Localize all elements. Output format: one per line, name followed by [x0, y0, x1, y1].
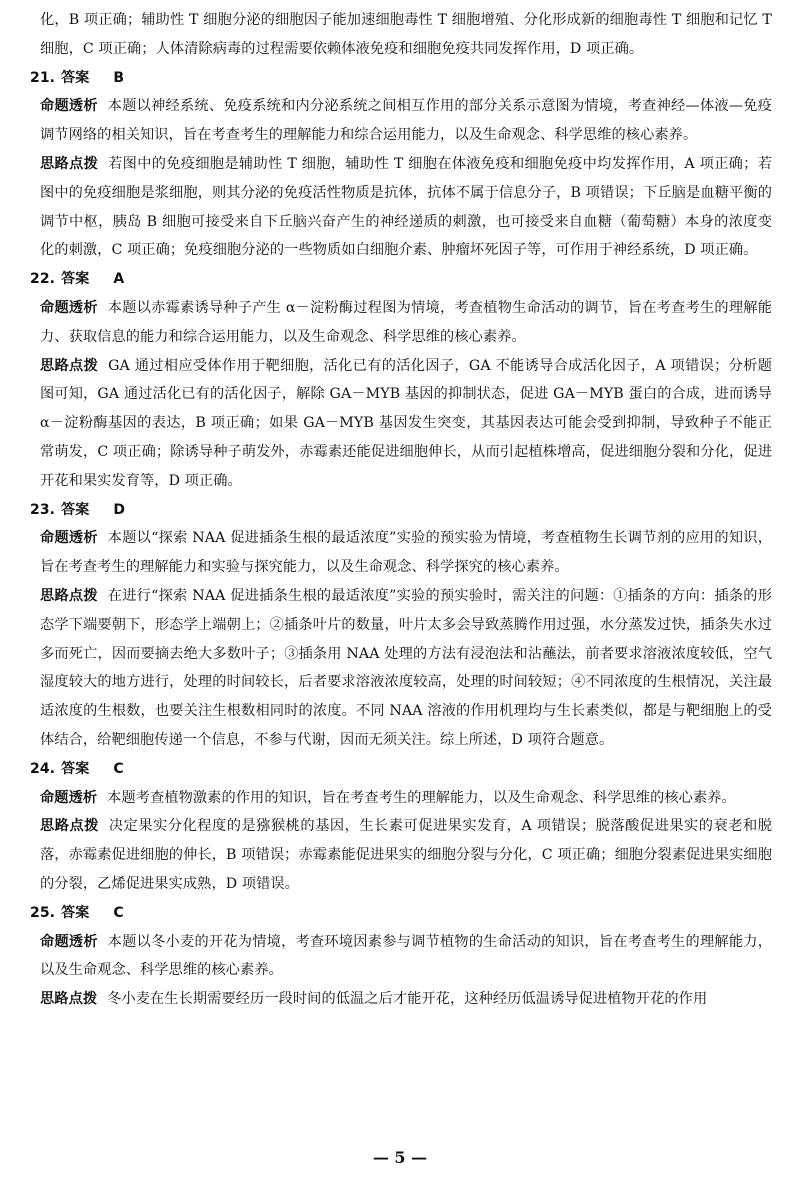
analysis-label: 命题透析	[40, 789, 98, 806]
answer-label: 答案	[61, 271, 90, 288]
hint-paragraph-21	[30, 150, 772, 265]
question-number: 25.	[30, 904, 56, 921]
analysis-paragraph-24	[30, 784, 772, 813]
hint-paragraph-25	[30, 985, 772, 1014]
hint-text: 冬小麦在生长期需要经历一段时间的低温之后才能开花，这种经历低温诱导促进植物开花的作用	[107, 991, 708, 1008]
answer-label: 答案	[61, 501, 90, 518]
answer-line-25	[30, 899, 772, 928]
hint-text: 在进行“探索 NAA 促进插条生根的最适浓度”实验的预实验时，需关注的问题：①插条的方向：插条的形态学下端要朝下，形态学上端朝上；②插条叶片的数量，叶片太多会导致蒸腾作用过强，水分蒸发过快，插条失水过多而死亡，因而要摘去绝大多数叶子；③插条用 NAA 处理的方法有浸泡法和沾蘸法，前者要求溶液浓度较低，空气湿度较大的地方进行，处理的时间较长，后者要求溶液浓度较高，处理的时间较短；④不同浓度的生根情况，关注最适浓度的生根数，也要关注生根数相同时的浓度。不同 NAA 溶液的作用机理均与生长素类似，都是与靶细胞上的受体结合，给靶细胞传递一个信息，不参与代谢，因而无须关注。综上所述，D 项符合题意。	[40, 587, 772, 748]
hint-paragraph-23	[30, 582, 772, 755]
hint-label: 思路点拨	[40, 818, 99, 835]
analysis-text: 本题以冬小麦的开花为情境，考查环境因素参与调节植物的生命活动的知识，旨在考查考生的理解能力，以及生命观念、科学思维的核心素养。	[40, 933, 772, 979]
hint-text: 决定果实分化程度的是猕猴桃的基因，生长素可促进果实发育，A 项错误；脱落酸促进果实的衰老和脱落，赤霉素促进细胞的伸长，B 项错误；赤霉素能促进果实的细胞分裂与分化，C 项正确；细胞分裂素促进果实细胞的分裂，乙烯促进果实成熟，D 项错误。	[40, 818, 772, 892]
answer-value: C	[113, 760, 124, 777]
answer-value: D	[113, 501, 126, 518]
hint-text: GA 通过相应受体作用于靶细胞，活化已有的活化因子，GA 不能诱导合成活化因子，A 项错误；分析题图可知，GA 通过活化已有的活化因子，解除 GA－MYB 基因的抑制状态，促进 GA－MYB 蛋白的合成，进而诱导 α－淀粉酶基因的表达，B 项正确；如果 GA－MYB 基因发生突变，其基因表达可能会受到抑制，导致种子不能正常萌发，C 项正确；除诱导种子萌发外，赤霉素还能促进细胞伸长，从而引起植株增高，促进细胞分裂和分化，促进开花和果实发育等，D 项正确。	[40, 357, 772, 489]
question-number: 24.	[30, 760, 56, 777]
question-number: 22.	[30, 271, 56, 288]
answer-label: 答案	[61, 760, 90, 777]
continuation-paragraph: 化，B 项正确；辅助性 T 细胞分泌的细胞因子能加速细胞毒性 T 细胞增殖、分化形成新的细胞毒性 T 细胞和记忆 T 细胞，C 项正确；人体清除病毒的过程需要依赖体液免疫和细胞免疫共同发挥作用，D 项正确。	[40, 12, 772, 57]
analysis-label: 命题透析	[40, 299, 98, 316]
hint-label: 思路点拨	[40, 357, 99, 374]
analysis-text: 本题考查植物激素的作用的知识，旨在考查考生的理解能力，以及生命观念、科学思维的核心素养。	[107, 789, 736, 806]
answer-value: C	[113, 904, 124, 921]
answer-line-22	[30, 265, 772, 294]
analysis-label: 命题透析	[40, 933, 98, 950]
analysis-paragraph-25	[30, 928, 772, 986]
page-number: — 5 —	[372, 1148, 428, 1167]
hint-label: 思路点拨	[40, 155, 99, 172]
answer-line-23	[30, 496, 772, 525]
analysis-paragraph-23	[30, 524, 772, 582]
analysis-paragraph-21	[30, 92, 772, 150]
answer-label: 答案	[61, 904, 90, 921]
hint-text: 若图中的免疫细胞是辅助性 T 细胞，辅助性 T 细胞在体液免疫和细胞免疫中均发挥作用，A 项正确；若图中的免疫细胞是浆细胞，则其分泌的免疫活性物质是抗体，抗体不属于信息分子，B 项错误；下丘脑是血糖平衡的调节中枢，胰岛 B 细胞可接受来自下丘脑兴奋产生的神经递质的刺激，也可接受来自血糖（葡萄糖）本身的浓度变化的刺激，C 项正确；免疫细胞分泌的一些物质如白细胞介素、肿瘤坏死因子等，可作用于神经系统，D 项正确。	[40, 155, 772, 259]
analysis-text: 本题以神经系统、免疫系统和内分泌系统之间相互作用的部分关系示意图为情境，考查神经—体液—免疫调节网络的相关知识，旨在考查考生的理解能力和综合运用能力，以及生命观念、科学思维的核心素养。	[40, 98, 772, 144]
hint-label: 思路点拨	[40, 991, 98, 1008]
analysis-text: 本题以“探索 NAA 促进插条生根的最适浓度”实验的预实验为情境，考查植物生长调节剂的应用的知识，旨在考查考生的理解能力和实验与探究能力，以及生命观念、科学探究的核心素养。	[40, 530, 772, 576]
answer-value: B	[113, 69, 125, 86]
analysis-paragraph-22	[30, 294, 772, 352]
analysis-label: 命题透析	[40, 530, 98, 547]
question-number: 21.	[30, 69, 56, 86]
answer-line-24	[30, 755, 772, 784]
answer-label: 答案	[61, 69, 90, 86]
analysis-text: 本题以赤霉素诱导种子产生 α－淀粉酶过程图为情境，考查植物生命活动的调节，旨在考查考生的理解能力、获取信息的能力和综合运用能力，以及生命观念、科学思维的核心素养。	[40, 299, 773, 345]
answer-line-21	[30, 64, 772, 93]
analysis-label: 命题透析	[40, 98, 98, 115]
hint-paragraph-22	[30, 352, 772, 496]
hint-label: 思路点拨	[40, 587, 98, 604]
question-number: 23.	[30, 501, 56, 518]
answer-value: A	[113, 271, 125, 288]
hint-paragraph-24	[30, 812, 772, 898]
